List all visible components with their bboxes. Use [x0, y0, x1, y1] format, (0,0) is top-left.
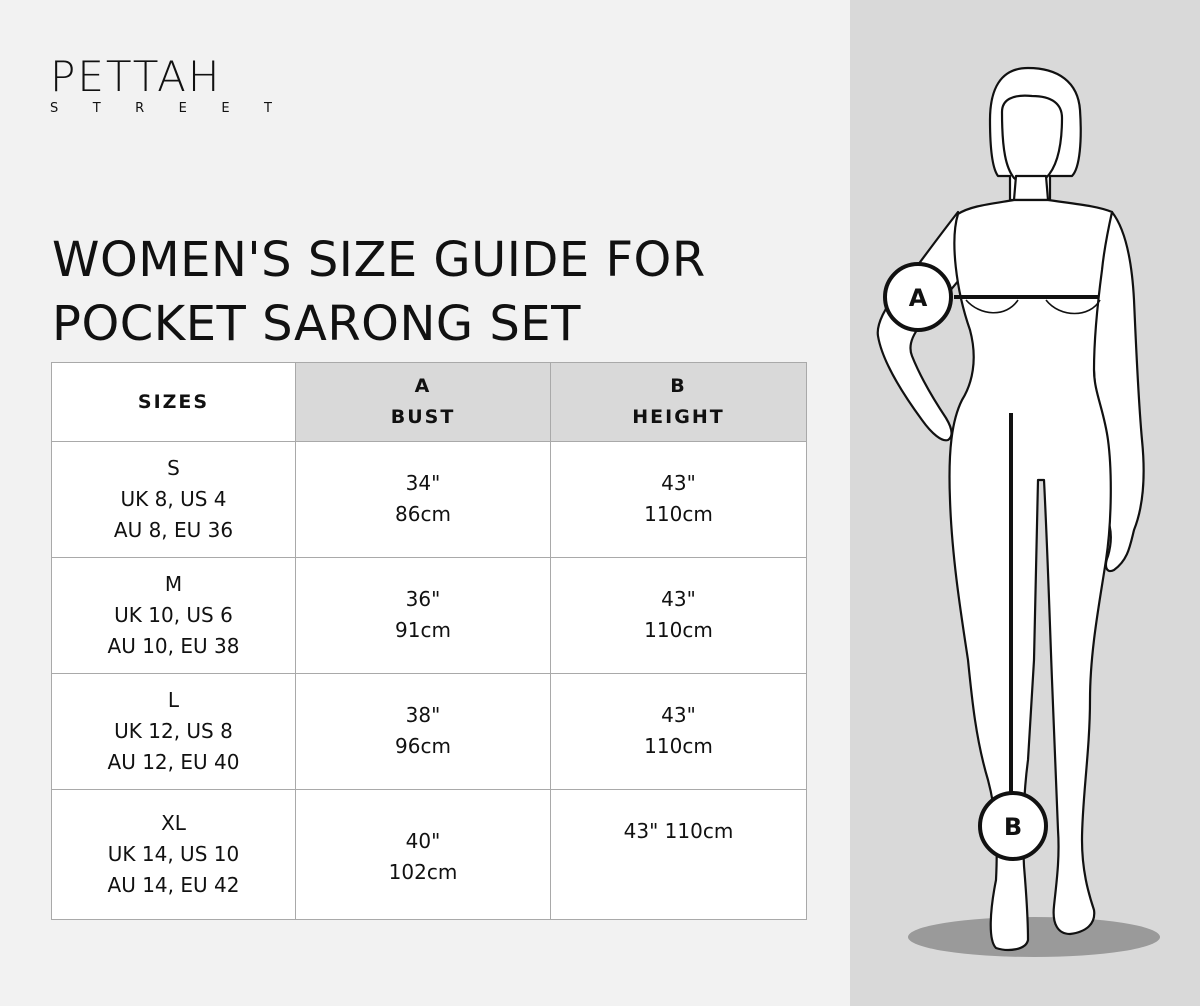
height-inches: 43" — [661, 471, 696, 495]
header-height-label: HEIGHT — [632, 406, 725, 428]
page-title — [52, 228, 832, 356]
marker-b-label: B — [1003, 813, 1023, 841]
size-cell — [52, 674, 296, 790]
header-sizes: SIZES — [52, 363, 296, 442]
height-cm: 110cm — [644, 502, 713, 526]
header-height — [551, 363, 807, 442]
bust-inches: 40" — [405, 829, 441, 853]
bust-cell — [296, 442, 551, 558]
face-shape — [1002, 96, 1062, 183]
size-label: L — [167, 688, 180, 712]
size-au-eu: AU 12, EU 40 — [107, 750, 240, 774]
size-au-eu: AU 8, EU 36 — [113, 518, 234, 542]
size-cell — [52, 558, 296, 674]
size-uk-us: UK 8, US 4 — [120, 487, 227, 511]
size-au-eu: AU 10, EU 38 — [107, 634, 240, 658]
height-combined: 43" 110cm — [623, 819, 734, 843]
size-uk-us: UK 14, US 10 — [107, 842, 240, 866]
brand-sub-letter: T — [264, 101, 272, 116]
height-cell — [551, 558, 807, 674]
height-cell — [551, 674, 807, 790]
bust-inches: 34" — [405, 471, 441, 495]
header-bust — [296, 363, 551, 442]
size-uk-us: UK 10, US 6 — [114, 603, 233, 627]
brand-logo — [50, 52, 272, 116]
height-cm: 110cm — [644, 734, 713, 758]
bust-cell — [296, 674, 551, 790]
body-measurement-figure — [850, 0, 1200, 1006]
header-height-letter: B — [670, 375, 687, 397]
bust-cm: 102cm — [388, 860, 458, 884]
bust-inches: 38" — [405, 703, 441, 727]
height-cell — [551, 442, 807, 558]
floor-shadow — [908, 917, 1160, 957]
title-line-1: WOMEN'S SIZE GUIDE FOR — [52, 232, 706, 288]
height-cell — [551, 790, 807, 920]
marker-a-label: A — [908, 284, 928, 312]
table-row — [52, 674, 807, 790]
size-cell — [52, 442, 296, 558]
brand-subtitle — [50, 101, 272, 116]
bust-cell — [296, 790, 551, 920]
marker-a — [885, 264, 951, 330]
table-row — [52, 442, 807, 558]
brand-sub-letter: E — [221, 101, 230, 116]
table-row — [52, 790, 807, 920]
neck-shape — [1014, 176, 1048, 200]
size-label: S — [167, 456, 180, 480]
table-row — [52, 558, 807, 674]
brand-sub-letter: E — [178, 101, 187, 116]
bust-cm: 96cm — [395, 734, 451, 758]
size-label: M — [164, 572, 183, 596]
brand-sub-letter: S — [50, 101, 59, 116]
brand-sub-letter: R — [135, 101, 145, 116]
height-cm: 110cm — [644, 618, 713, 642]
bust-cm: 86cm — [395, 502, 451, 526]
bust-cm: 91cm — [395, 618, 451, 642]
table-header-row — [52, 363, 807, 442]
size-table — [51, 362, 807, 920]
bust-cell — [296, 558, 551, 674]
size-label: XL — [161, 811, 186, 835]
size-au-eu: AU 14, EU 42 — [107, 873, 240, 897]
height-inches: 43" — [661, 703, 696, 727]
header-bust-label: BUST — [390, 406, 456, 428]
size-uk-us: UK 12, US 8 — [114, 719, 233, 743]
height-inches: 43" — [661, 587, 696, 611]
size-cell — [52, 790, 296, 920]
brand-name: PETTAH — [50, 52, 222, 101]
marker-b — [980, 793, 1046, 859]
title-line-2: POCKET SARONG SET — [52, 296, 581, 352]
brand-sub-letter: T — [92, 101, 101, 116]
header-bust-letter: A — [414, 375, 432, 397]
bust-inches: 36" — [405, 587, 441, 611]
